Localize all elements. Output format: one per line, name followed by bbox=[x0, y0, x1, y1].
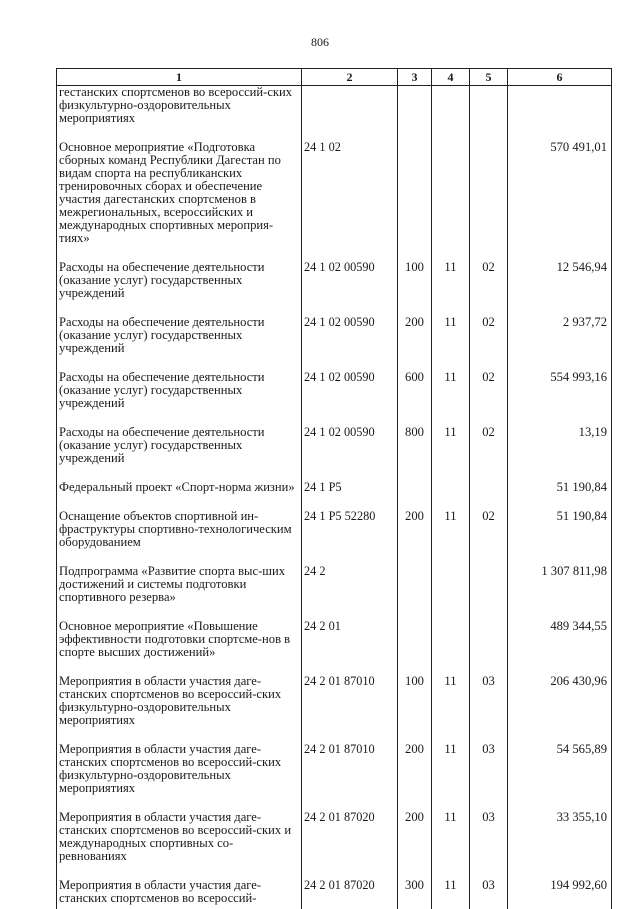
row-description: Мероприятия в области участия даге-станских спортсменов во всероссий-ских физкультурно-оздоровительных мероприятиях bbox=[57, 743, 302, 811]
subsection-code: 03 bbox=[470, 811, 508, 879]
subsection-code bbox=[470, 481, 508, 510]
row-description: Расходы на обеспечение деятельности (оказание услуг) государственных учреждений bbox=[57, 371, 302, 426]
target-article-code bbox=[302, 86, 398, 142]
amount-value: 194 992,60 bbox=[508, 879, 612, 909]
budget-table bbox=[56, 68, 612, 909]
expense-type-code bbox=[398, 481, 432, 510]
target-article-code: 24 2 01 bbox=[302, 620, 398, 675]
section-code: 11 bbox=[432, 316, 470, 371]
target-article-code: 24 2 bbox=[302, 565, 398, 620]
row-description: Расходы на обеспечение деятельности (оказание услуг) государственных учреждений bbox=[57, 261, 302, 316]
target-article-code: 24 2 01 87010 bbox=[302, 743, 398, 811]
target-article-code: 24 1 P5 bbox=[302, 481, 398, 510]
column-header: 3 bbox=[398, 69, 432, 86]
table-body bbox=[57, 86, 612, 909]
section-code: 11 bbox=[432, 371, 470, 426]
subsection-code bbox=[470, 565, 508, 620]
target-article-code: 24 1 02 00590 bbox=[302, 371, 398, 426]
column-header: 4 bbox=[432, 69, 470, 86]
amount-value bbox=[508, 86, 612, 142]
page-number: 806 bbox=[0, 35, 640, 50]
expense-type-code: 100 bbox=[398, 261, 432, 316]
section-code bbox=[432, 620, 470, 675]
expense-type-code: 200 bbox=[398, 510, 432, 565]
column-header: 5 bbox=[470, 69, 508, 86]
amount-value: 489 344,55 bbox=[508, 620, 612, 675]
subsection-code: 03 bbox=[470, 743, 508, 811]
expense-type-code: 100 bbox=[398, 675, 432, 743]
section-code: 11 bbox=[432, 879, 470, 909]
subsection-code: 02 bbox=[470, 510, 508, 565]
row-description: Федеральный проект «Спорт-норма жизни» bbox=[57, 481, 302, 510]
amount-value: 2 937,72 bbox=[508, 316, 612, 371]
subsection-code bbox=[470, 86, 508, 142]
table-row bbox=[57, 675, 612, 743]
subsection-code: 02 bbox=[470, 316, 508, 371]
target-article-code: 24 2 01 87020 bbox=[302, 879, 398, 909]
target-article-code: 24 1 02 00590 bbox=[302, 316, 398, 371]
amount-value: 51 190,84 bbox=[508, 510, 612, 565]
target-article-code: 24 2 01 87010 bbox=[302, 675, 398, 743]
row-description: Основное мероприятие «Повышение эффективности подготовки спортсме-нов в спорте высших достижений» bbox=[57, 620, 302, 675]
table-row bbox=[57, 316, 612, 371]
subsection-code: 02 bbox=[470, 426, 508, 481]
subsection-code bbox=[470, 620, 508, 675]
subsection-code: 02 bbox=[470, 261, 508, 316]
table-row bbox=[57, 620, 612, 675]
row-description: Подпрограмма «Развитие спорта выс-ших достижений и системы подготовки спортивного резерва» bbox=[57, 565, 302, 620]
amount-value: 554 993,16 bbox=[508, 371, 612, 426]
expense-type-code: 800 bbox=[398, 426, 432, 481]
column-header: 2 bbox=[302, 69, 398, 86]
target-article-code: 24 2 01 87020 bbox=[302, 811, 398, 879]
row-description: Расходы на обеспечение деятельности (оказание услуг) государственных учреждений bbox=[57, 316, 302, 371]
row-description: Оснащение объектов спортивной ин-фраструктуры спортивно-технологическим оборудованием bbox=[57, 510, 302, 565]
target-article-code: 24 1 P5 52280 bbox=[302, 510, 398, 565]
amount-value: 51 190,84 bbox=[508, 481, 612, 510]
expense-type-code bbox=[398, 86, 432, 142]
row-description: Мероприятия в области участия даге-станских спортсменов во всероссий-ских и международных спортивных со-ревнованиях bbox=[57, 811, 302, 879]
column-header: 1 bbox=[57, 69, 302, 86]
table-row bbox=[57, 481, 612, 510]
section-code bbox=[432, 565, 470, 620]
section-code: 11 bbox=[432, 811, 470, 879]
table-row bbox=[57, 811, 612, 879]
table-row bbox=[57, 371, 612, 426]
subsection-code bbox=[470, 141, 508, 261]
row-description: Мероприятия в области участия даге-станских спортсменов во всероссий-ских физкультурно-оздоровительных мероприятиях bbox=[57, 675, 302, 743]
amount-value: 1 307 811,98 bbox=[508, 565, 612, 620]
expense-type-code: 200 bbox=[398, 811, 432, 879]
row-description: гестанских спортсменов во всероссий-ских физкультурно-оздоровительных мероприятиях bbox=[57, 86, 302, 142]
column-header: 6 bbox=[508, 69, 612, 86]
amount-value: 12 546,94 bbox=[508, 261, 612, 316]
expense-type-code: 300 bbox=[398, 879, 432, 909]
section-code: 11 bbox=[432, 743, 470, 811]
expense-type-code bbox=[398, 141, 432, 261]
section-code bbox=[432, 141, 470, 261]
subsection-code: 03 bbox=[470, 675, 508, 743]
table-row bbox=[57, 86, 612, 142]
section-code: 11 bbox=[432, 261, 470, 316]
target-article-code: 24 1 02 bbox=[302, 141, 398, 261]
subsection-code: 02 bbox=[470, 371, 508, 426]
amount-value: 570 491,01 bbox=[508, 141, 612, 261]
amount-value: 13,19 bbox=[508, 426, 612, 481]
expense-type-code bbox=[398, 620, 432, 675]
table-row bbox=[57, 141, 612, 261]
row-description: Мероприятия в области участия даге-станских спортсменов во всероссий- bbox=[57, 879, 302, 909]
expense-type-code bbox=[398, 565, 432, 620]
section-code: 11 bbox=[432, 510, 470, 565]
row-description: Основное мероприятие «Подготовка сборных команд Республики Дагестан по видам спорта на республиканских тренировочных сборах и обеспечение участия дагестанских спортсменов в межрегиональных, всероссийских и международных спортивных мероприя-тиях» bbox=[57, 141, 302, 261]
table-row bbox=[57, 510, 612, 565]
expense-type-code: 600 bbox=[398, 371, 432, 426]
section-code: 11 bbox=[432, 675, 470, 743]
amount-value: 33 355,10 bbox=[508, 811, 612, 879]
section-code: 11 bbox=[432, 426, 470, 481]
section-code bbox=[432, 86, 470, 142]
target-article-code: 24 1 02 00590 bbox=[302, 426, 398, 481]
table-row bbox=[57, 261, 612, 316]
expense-type-code: 200 bbox=[398, 316, 432, 371]
table-row bbox=[57, 426, 612, 481]
subsection-code: 03 bbox=[470, 879, 508, 909]
row-description: Расходы на обеспечение деятельности (оказание услуг) государственных учреждений bbox=[57, 426, 302, 481]
table-row bbox=[57, 743, 612, 811]
table-header-row bbox=[57, 69, 612, 86]
amount-value: 206 430,96 bbox=[508, 675, 612, 743]
table-row bbox=[57, 565, 612, 620]
section-code bbox=[432, 481, 470, 510]
expense-type-code: 200 bbox=[398, 743, 432, 811]
target-article-code: 24 1 02 00590 bbox=[302, 261, 398, 316]
amount-value: 54 565,89 bbox=[508, 743, 612, 811]
